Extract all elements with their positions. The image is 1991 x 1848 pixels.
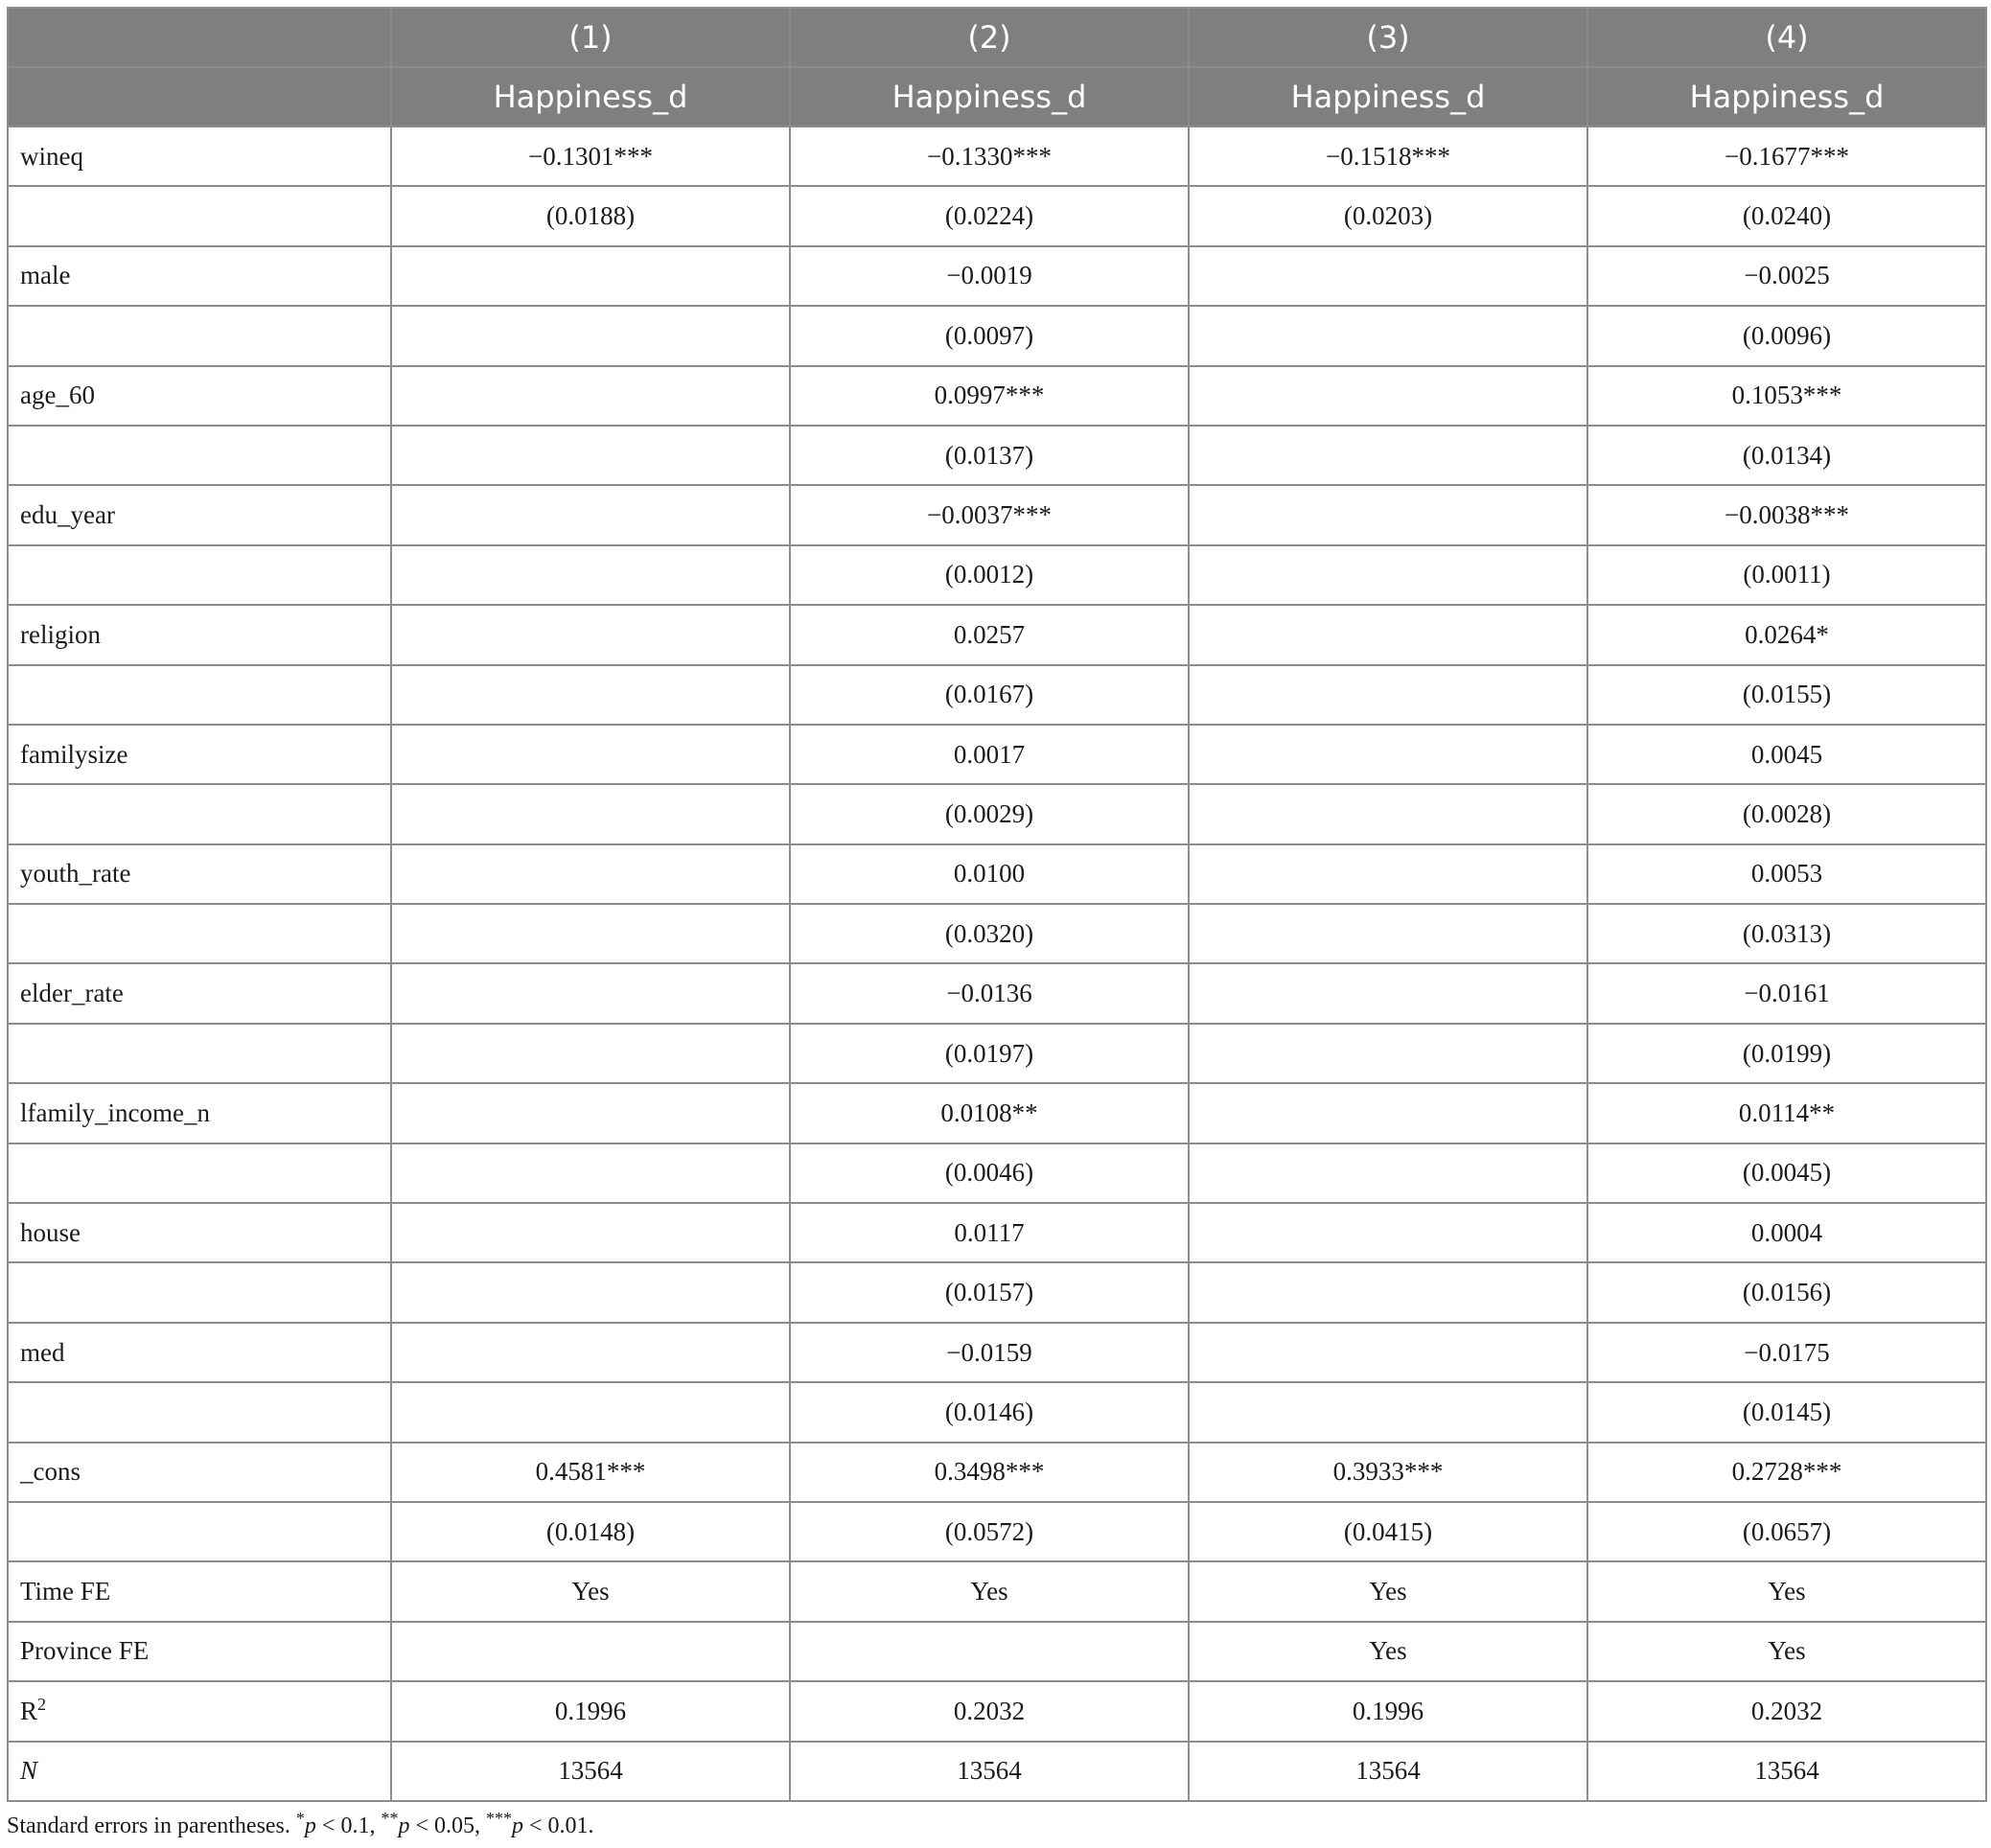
row-label: youth_rate bbox=[8, 844, 391, 904]
footnote-lead: Standard errors in parentheses. bbox=[7, 1813, 296, 1838]
table-cell bbox=[1189, 426, 1587, 485]
table-cell: 0.4581*** bbox=[391, 1443, 790, 1502]
table-cell: Yes bbox=[1587, 1561, 1986, 1621]
table-cell: 0.0108** bbox=[790, 1083, 1189, 1143]
table-row bbox=[8, 1083, 1986, 1143]
table-cell bbox=[391, 545, 790, 605]
table-cell bbox=[1189, 485, 1587, 544]
table-cell: (0.0145) bbox=[1587, 1382, 1986, 1442]
footnote-star: * bbox=[295, 1809, 305, 1828]
table-footnote bbox=[7, 1809, 594, 1839]
table-row-r-squared bbox=[8, 1681, 1986, 1741]
row-label: familysize bbox=[8, 725, 391, 784]
table-cell: 0.0257 bbox=[790, 605, 1189, 664]
table-cell: (0.0146) bbox=[790, 1382, 1189, 1442]
table-cell bbox=[1189, 1323, 1587, 1382]
table-cell: (0.0011) bbox=[1587, 545, 1986, 605]
table-cell bbox=[391, 1622, 790, 1681]
row-label bbox=[8, 1262, 391, 1322]
table-cell bbox=[1189, 1382, 1587, 1442]
table-row-stderr bbox=[8, 1502, 1986, 1561]
table-row-stderr bbox=[8, 1382, 1986, 1442]
table-cell: −0.1301*** bbox=[391, 127, 790, 186]
row-label: house bbox=[8, 1203, 391, 1262]
table-cell: −0.0025 bbox=[1587, 246, 1986, 306]
footnote-threshold: < 0.05, bbox=[409, 1813, 486, 1838]
row-label: _cons bbox=[8, 1443, 391, 1502]
footnote-star: ** bbox=[381, 1809, 399, 1828]
row-label: age_60 bbox=[8, 366, 391, 426]
table-cell: (0.0028) bbox=[1587, 784, 1986, 843]
table-cell bbox=[391, 605, 790, 664]
table-cell bbox=[1189, 1143, 1587, 1203]
table-cell: 0.0264* bbox=[1587, 605, 1986, 664]
table-cell: 0.0053 bbox=[1587, 844, 1986, 904]
table-cell: (0.0197) bbox=[790, 1024, 1189, 1083]
table-row bbox=[8, 1323, 1986, 1382]
table-cell bbox=[391, 1203, 790, 1262]
table-row bbox=[8, 485, 1986, 544]
row-label: religion bbox=[8, 605, 391, 664]
table-cell bbox=[391, 246, 790, 306]
table-row-stderr bbox=[8, 784, 1986, 843]
table-cell bbox=[1189, 1262, 1587, 1322]
regression-table-container bbox=[7, 7, 1985, 1802]
table-cell: Yes bbox=[790, 1561, 1189, 1621]
table-cell: (0.0029) bbox=[790, 784, 1189, 843]
table-cell: 0.0017 bbox=[790, 725, 1189, 784]
table-row bbox=[8, 605, 1986, 664]
header-corner bbox=[8, 8, 391, 67]
table-row-stderr bbox=[8, 186, 1986, 245]
table-cell bbox=[391, 725, 790, 784]
table-cell: −0.0038*** bbox=[1587, 485, 1986, 544]
footnote-threshold: < 0.01. bbox=[523, 1813, 594, 1838]
table-row bbox=[8, 366, 1986, 426]
table-cell: (0.0320) bbox=[790, 904, 1189, 963]
table-cell bbox=[1189, 665, 1587, 725]
row-label bbox=[8, 306, 391, 365]
table-row bbox=[8, 725, 1986, 784]
table-cell: (0.0137) bbox=[790, 426, 1189, 485]
r-squared-label: R bbox=[20, 1696, 38, 1725]
row-label bbox=[8, 904, 391, 963]
table-cell: 0.2032 bbox=[790, 1681, 1189, 1741]
table-cell bbox=[1189, 844, 1587, 904]
table-cell bbox=[1189, 725, 1587, 784]
row-label: wineq bbox=[8, 127, 391, 186]
table-cell bbox=[1189, 366, 1587, 426]
table-cell bbox=[1189, 545, 1587, 605]
table-row-stderr bbox=[8, 306, 1986, 365]
table-row bbox=[8, 246, 1986, 306]
table-cell: −0.0159 bbox=[790, 1323, 1189, 1382]
table-cell: −0.0019 bbox=[790, 246, 1189, 306]
table-cell: (0.0224) bbox=[790, 186, 1189, 245]
row-label bbox=[8, 1681, 391, 1741]
row-label: lfamily_income_n bbox=[8, 1083, 391, 1143]
table-cell: Yes bbox=[391, 1561, 790, 1621]
table-cell bbox=[391, 1382, 790, 1442]
header-dependent-variable: Happiness_d bbox=[790, 67, 1189, 127]
row-label bbox=[8, 426, 391, 485]
table-cell bbox=[391, 665, 790, 725]
table-cell: (0.0157) bbox=[790, 1262, 1189, 1322]
table-cell bbox=[391, 485, 790, 544]
table-cell: (0.0148) bbox=[391, 1502, 790, 1561]
row-label: elder_rate bbox=[8, 963, 391, 1023]
observations-label: N bbox=[20, 1756, 38, 1786]
header-corner bbox=[8, 67, 391, 127]
header-model-number: (1) bbox=[391, 8, 790, 67]
table-cell: −0.1518*** bbox=[1189, 127, 1587, 186]
table-row-stderr bbox=[8, 1143, 1986, 1203]
header-model-number: (2) bbox=[790, 8, 1189, 67]
table-row bbox=[8, 1203, 1986, 1262]
footnote-threshold: < 0.1, bbox=[315, 1813, 382, 1838]
table-cell: (0.0046) bbox=[790, 1143, 1189, 1203]
table-row bbox=[8, 1561, 1986, 1621]
table-cell bbox=[1189, 605, 1587, 664]
row-label bbox=[8, 1382, 391, 1442]
table-cell: (0.0156) bbox=[1587, 1262, 1986, 1322]
header-row-model-numbers bbox=[8, 8, 1986, 67]
footnote-p: p bbox=[512, 1813, 523, 1838]
table-cell: (0.0012) bbox=[790, 545, 1189, 605]
table-row bbox=[8, 963, 1986, 1023]
row-label: med bbox=[8, 1323, 391, 1382]
table-cell: 0.0117 bbox=[790, 1203, 1189, 1262]
table-cell: −0.1330*** bbox=[790, 127, 1189, 186]
table-cell bbox=[391, 1262, 790, 1322]
header-dependent-variable: Happiness_d bbox=[391, 67, 790, 127]
table-cell bbox=[790, 1622, 1189, 1681]
table-cell: −0.0037*** bbox=[790, 485, 1189, 544]
table-cell: 0.3498*** bbox=[790, 1443, 1189, 1502]
footnote-p: p bbox=[304, 1813, 316, 1838]
table-cell bbox=[1189, 1024, 1587, 1083]
table-cell: 13564 bbox=[1587, 1742, 1986, 1801]
table-cell bbox=[391, 426, 790, 485]
table-row-stderr bbox=[8, 545, 1986, 605]
table-cell bbox=[391, 1143, 790, 1203]
row-label bbox=[8, 1024, 391, 1083]
table-cell: 0.2728*** bbox=[1587, 1443, 1986, 1502]
regression-table bbox=[7, 7, 1987, 1802]
table-cell: (0.0657) bbox=[1587, 1502, 1986, 1561]
table-cell bbox=[1189, 904, 1587, 963]
table-cell bbox=[1189, 1083, 1587, 1143]
table-cell: 0.0045 bbox=[1587, 725, 1986, 784]
header-model-number: (3) bbox=[1189, 8, 1587, 67]
table-cell: 0.1053*** bbox=[1587, 366, 1986, 426]
table-cell: 0.1996 bbox=[391, 1681, 790, 1741]
table-body bbox=[8, 127, 1986, 1801]
table-cell bbox=[391, 963, 790, 1023]
row-label bbox=[8, 1502, 391, 1561]
table-cell bbox=[391, 306, 790, 365]
row-label bbox=[8, 1143, 391, 1203]
table-cell bbox=[1189, 963, 1587, 1023]
r-squared-superscript: 2 bbox=[37, 1694, 47, 1714]
table-cell: (0.0167) bbox=[790, 665, 1189, 725]
header-model-number: (4) bbox=[1587, 8, 1986, 67]
row-label bbox=[8, 545, 391, 605]
row-label: male bbox=[8, 246, 391, 306]
table-cell: (0.0199) bbox=[1587, 1024, 1986, 1083]
row-label bbox=[8, 1742, 391, 1801]
table-cell: 0.2032 bbox=[1587, 1681, 1986, 1741]
footnote-p: p bbox=[398, 1813, 410, 1838]
table-row bbox=[8, 1622, 1986, 1681]
table-row bbox=[8, 1443, 1986, 1502]
table-cell: 0.0997*** bbox=[790, 366, 1189, 426]
table-cell: (0.0203) bbox=[1189, 186, 1587, 245]
table-cell bbox=[391, 904, 790, 963]
table-cell: (0.0572) bbox=[790, 1502, 1189, 1561]
table-row-stderr bbox=[8, 1262, 1986, 1322]
table-cell bbox=[391, 366, 790, 426]
row-label: Province FE bbox=[8, 1622, 391, 1681]
table-cell: 13564 bbox=[1189, 1742, 1587, 1801]
table-cell bbox=[391, 1323, 790, 1382]
table-cell bbox=[1189, 246, 1587, 306]
table-row bbox=[8, 127, 1986, 186]
table-cell bbox=[1189, 1203, 1587, 1262]
table-row-stderr bbox=[8, 1024, 1986, 1083]
table-cell: −0.0161 bbox=[1587, 963, 1986, 1023]
table-cell: 0.0114** bbox=[1587, 1083, 1986, 1143]
table-cell: 13564 bbox=[391, 1742, 790, 1801]
table-cell: −0.0175 bbox=[1587, 1323, 1986, 1382]
row-label bbox=[8, 784, 391, 843]
row-label bbox=[8, 186, 391, 245]
table-cell: −0.1677*** bbox=[1587, 127, 1986, 186]
table-cell: 13564 bbox=[790, 1742, 1189, 1801]
table-cell bbox=[1189, 306, 1587, 365]
table-cell: (0.0096) bbox=[1587, 306, 1986, 365]
table-cell: Yes bbox=[1189, 1622, 1587, 1681]
table-cell: Yes bbox=[1189, 1561, 1587, 1621]
table-cell: 0.0004 bbox=[1587, 1203, 1986, 1262]
table-row-stderr bbox=[8, 665, 1986, 725]
table-cell: (0.0155) bbox=[1587, 665, 1986, 725]
table-cell: (0.0134) bbox=[1587, 426, 1986, 485]
table-cell: Yes bbox=[1587, 1622, 1986, 1681]
table-cell bbox=[391, 844, 790, 904]
row-label: Time FE bbox=[8, 1561, 391, 1621]
table-cell: (0.0188) bbox=[391, 186, 790, 245]
table-cell: (0.0313) bbox=[1587, 904, 1986, 963]
table-cell bbox=[1189, 784, 1587, 843]
table-row-stderr bbox=[8, 904, 1986, 963]
table-cell: (0.0240) bbox=[1587, 186, 1986, 245]
table-row-observations bbox=[8, 1742, 1986, 1801]
header-dependent-variable: Happiness_d bbox=[1189, 67, 1587, 127]
table-cell bbox=[391, 1083, 790, 1143]
table-cell bbox=[391, 1024, 790, 1083]
table-cell bbox=[391, 784, 790, 843]
table-row bbox=[8, 844, 1986, 904]
table-cell: 0.0100 bbox=[790, 844, 1189, 904]
table-cell: −0.0136 bbox=[790, 963, 1189, 1023]
header-row-dependent-variable bbox=[8, 67, 1986, 127]
header-dependent-variable: Happiness_d bbox=[1587, 67, 1986, 127]
row-label: edu_year bbox=[8, 485, 391, 544]
table-cell: 0.1996 bbox=[1189, 1681, 1587, 1741]
table-cell: (0.0097) bbox=[790, 306, 1189, 365]
table-cell: (0.0045) bbox=[1587, 1143, 1986, 1203]
row-label bbox=[8, 665, 391, 725]
table-row-stderr bbox=[8, 426, 1986, 485]
table-cell: (0.0415) bbox=[1189, 1502, 1587, 1561]
footnote-star: *** bbox=[486, 1809, 512, 1828]
table-cell: 0.3933*** bbox=[1189, 1443, 1587, 1502]
